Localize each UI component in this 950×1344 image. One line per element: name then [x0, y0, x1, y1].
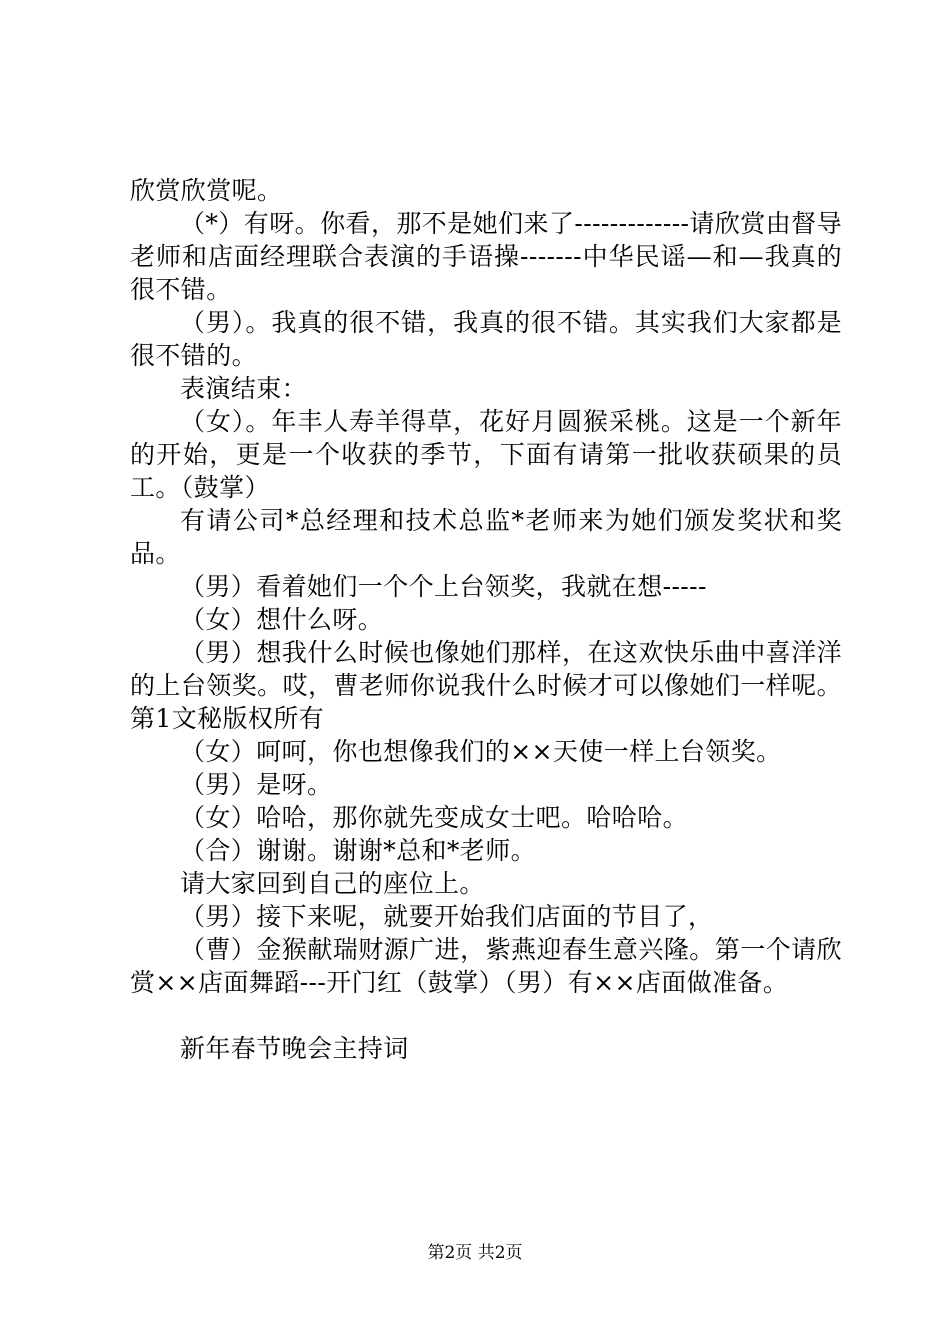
paragraph: 有请公司*总经理和技术总监*老师来为她们颁发奖状和奖品。 — [130, 506, 842, 568]
paragraph: （男）想我什么时候也像她们那样，在这欢快乐曲中喜洋洋的上台领奖。哎，曹老师你说我什么时候才可以像她们一样呢。第1文秘版权所有 — [130, 638, 842, 733]
paragraph: （男）看着她们一个个上台领奖，我就在想----- — [180, 572, 707, 601]
paragraph: （女）。年丰人寿羊得草，花好月圆猴采桃。这是一个新年的开始，更是一个收获的季节，下面有请第一批收获硕果的员工。（鼓掌） — [130, 407, 842, 502]
paragraph: 请大家回到自己的座位上。 — [180, 869, 485, 898]
paragraph: （合）谢谢。谢谢*总和*老师。 — [180, 836, 537, 865]
paragraph: （男）接下来呢，就要开始我们店面的节目了， — [180, 902, 714, 931]
page-footer — [0, 1242, 950, 1264]
document-body — [130, 174, 842, 1065]
paragraph: （男）。我真的很不错，我真的很不错。其实我们大家都是很不错的。 — [130, 308, 842, 370]
paragraph: 欣赏欣赏呢。 — [130, 176, 283, 205]
paragraph: 表演结束： — [180, 374, 308, 403]
paragraph: （女）呵呵，你也想像我们的××天使一样上台领奖。 — [180, 737, 782, 766]
paragraph: （*）有呀。你看，那不是她们来了-------------请欣赏由督导老师和店面经理联合表演的手语操-------中华民谣—和—我真的很不错。 — [130, 209, 842, 304]
document-title-line: 新年春节晚会主持词 — [180, 1034, 409, 1063]
paragraph: （女）想什么呀。 — [180, 605, 384, 634]
paragraph: （曹）金猴献瑞财源广进，紫燕迎春生意兴隆。第一个请欣赏××店面舞蹈---开门红（鼓掌）（男）有××店面做准备。 — [130, 935, 842, 997]
paragraph: （女）哈哈，那你就先变成女士吧。哈哈哈。 — [180, 803, 689, 832]
page-number: 第2页 共2页 — [427, 1243, 523, 1263]
paragraph: （男）是呀。 — [180, 770, 333, 799]
